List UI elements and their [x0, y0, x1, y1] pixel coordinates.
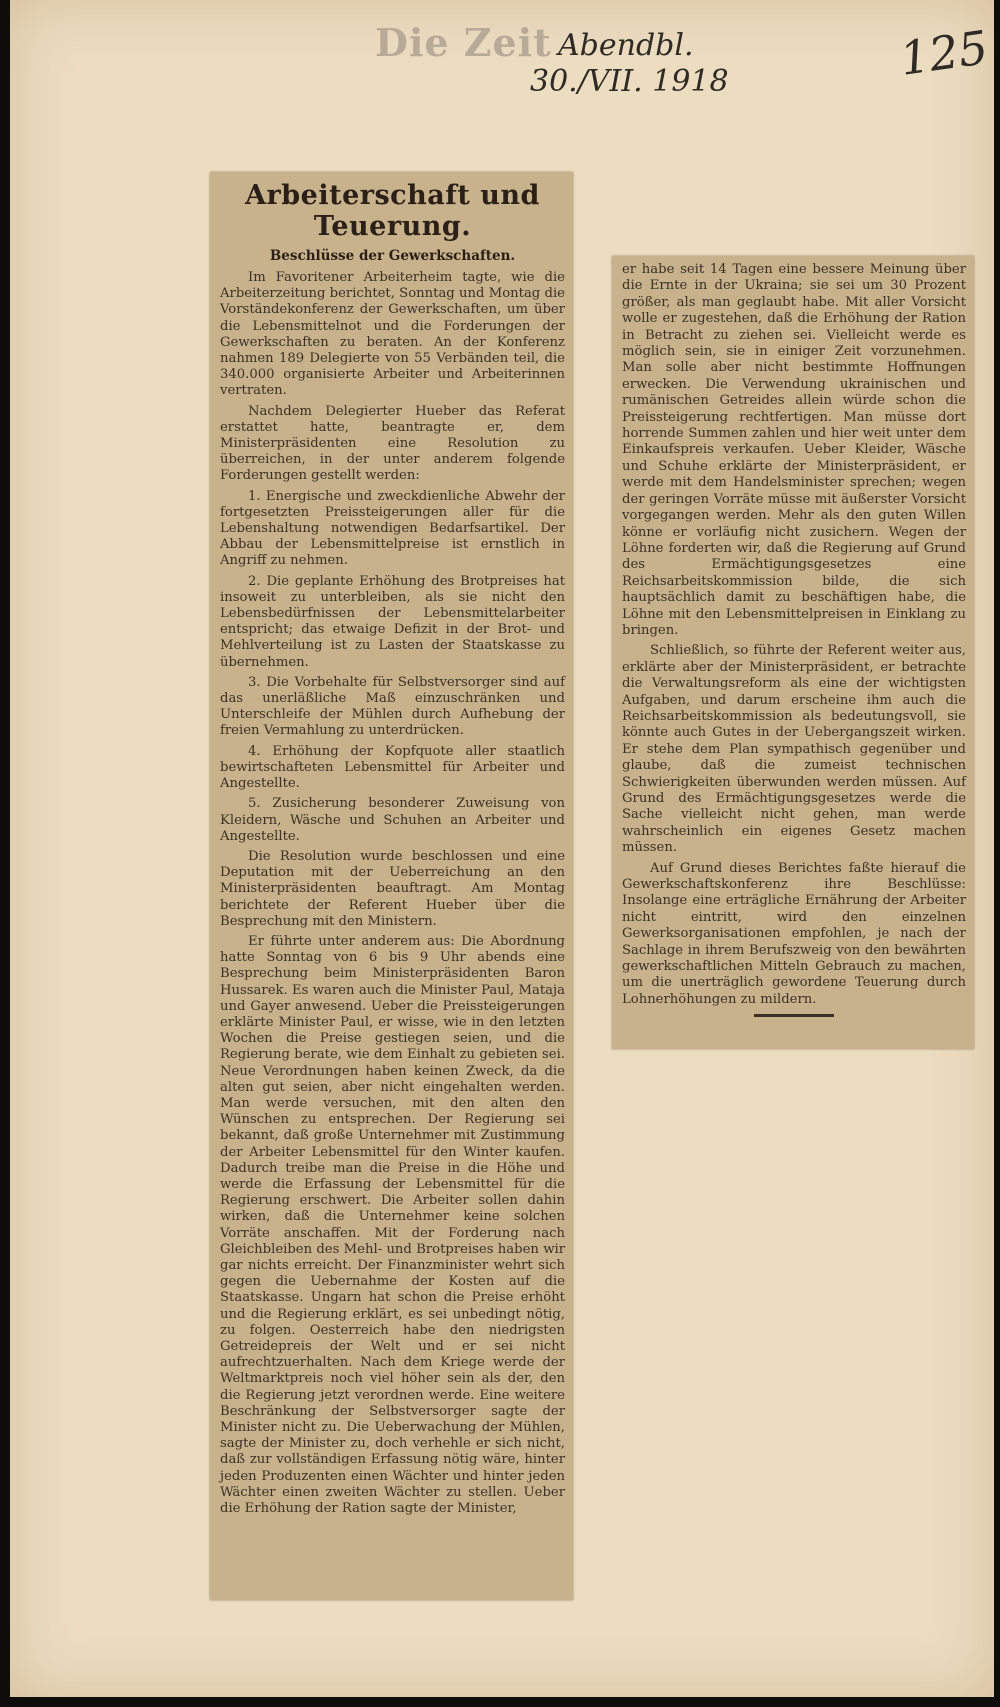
paragraph: Er führte unter anderem aus: Die Abordnung hatte Sonntag von 6 bis 9 Uhr abends eine Besprechung beim Ministerpräsidenten Baron Hussarek. Es waren auch die Minister Paul, Mataja und Gayer anwesend. Ueber die Preissteigerungen erklärte Minister Paul, er wisse, wie in den letzten Wochen die Preise gestiegen seien, und die Regierung berate, wie dem Einhalt zu gebieten sei. Neue Verordnungen haben keinen Zweck, da die alten gut seien, aber nicht eingehalten werden. Man werde versuchen, mit den alten den Wünschen zu entsprechen. Der Regierung sei bekannt, daß große Unternehmer mit Zustimmung der Arbeiter Lebensmittel für den Winter kaufen. Dadurch treibe man die Preise in die Höhe und werde die Erfassung der Lebensmittel für die Regierung erschwert. Die Arbeiter sollen dahin wirken, daß die Unternehmer keine solchen Vorräte anschaffen. Mit der Forderung nach Gleichbleiben des Mehl- und Brotpreises haben wir gar nichts erreicht. Der Finanzminister wehrt sich gegen die Uebernahme der Kosten auf die Staatskasse. Ungarn hat schon die Preise erhöht und die Regierung erklärt, es sei unbedingt nötig, zu folgen. Oesterreich habe den niedrigsten Getreidepreis der Welt und er sei nicht aufrechtzuerhalten. Nach dem Kriege werde der Weltmarktpreis noch viel höher sein als der, den die Regierung jetzt verordnen werde. Eine weitere Beschränkung der Selbstversorger sagte der Minister nicht zu. Die Ueberwachung der Mühlen, sagte der Minister zu, doch verhehle er sich nicht, daß zur vollständigen Erfassung nötig wäre, hinter jeden Produzenten einen Wächter und hinter jeden Wächter einen zweiten Wächter zu stellen. Ueber die Erhöhung der Ration sagte der Minister,	[220, 933, 565, 1517]
paragraph: Schließlich, so führte der Referent weiter aus, erklärte aber der Ministerpräsident, er betrachte die Verwaltungsreform als eine der wichtigsten Aufgaben, und darum erscheine ihm auch die Reichsarbeitskommission als bedeutungsvoll, sie könnte auch Gutes in der Uebergangszeit wirken. Er stehe dem Plan sympathisch gegenüber und glaube, daß die zumeist technischen Schwierigkeiten überwunden werden müssen. Auf Grund des Ermächtigungsgesetzes werde die Sache vielleicht nicht gehen, man werde wahrscheinlich ein eigenes Gesetz machen müssen.	[622, 643, 966, 856]
paragraph: Nachdem Delegierter Hueber das Referat erstattet hatte, beantragte er, dem Ministerpräsidenten eine Resolution zu überreichen, in der unter anderem folgende Forderungen gestellt werden:	[220, 403, 565, 484]
paragraph: er habe seit 14 Tagen eine bessere Meinung über die Ernte in der Ukraina; sie sei um 30 Prozent größer, als man geglaubt habe. Mit aller Vorsicht wolle er zugestehen, daß die Erhöhung der Ration in Betracht zu ziehen sei. Vielleicht werde es möglich sein, sie in einiger Zeit vorzunehmen. Man solle aber nicht bestimmte Hoffnungen erwecken. Die Verwendung ukrainischen und rumänischen Getreides allein würde schon die Preissteigerung rechtfertigen. Man müsse dort horrende Summen zahlen und hier weit unter dem Einkaufspreis verkaufen. Ueber Kleider, Wäsche und Schuhe erklärte der Ministerpräsident, er werde mit dem Handelsminister sprechen; wegen der geringen Vorräte müsse mit äußerster Vorsicht vorgegangen werden. Mehr als den guten Willen könne er vorläufig nicht zusichern. Wegen der Löhne forderten wir, daß die Regierung auf Grund des Ermächtigungsgesetzes eine Reichsarbeitskommission bilde, die sich hauptsächlich damit zu beschäftigen habe, die Löhne mit den Lebensmittelpreisen in Einklang zu bringen.	[622, 262, 966, 638]
handwritten-edition: Abendbl.	[558, 28, 694, 63]
clipping-right-column	[612, 256, 974, 1049]
end-rule	[754, 1014, 834, 1017]
demand-item: 5. Zusicherung besonderer Zuweisung von Kleidern, Wäsche und Schuhen an Arbeiter und Angestellte.	[220, 796, 565, 844]
article-headline: Arbeiterschaft und Teuerung.	[245, 180, 540, 242]
paragraph: Im Favoritener Arbeiterheim tagte, wie die Arbeiterzeitung berichtet, Sonntag und Montag die Vorständekonferenz der Gewerkschaften, um über die Lebensmittelnot und die Forderungen der Gewerkschaften zu beraten. An der Konferenz nahmen 189 Delegierte von 55 Verbänden teil, die 340.000 organisierte Arbeiter und Arbeiterinnen vertraten.	[220, 270, 565, 399]
newspaper-stamp: Die Zeit	[375, 20, 552, 65]
article-subhead: Beschlüsse der Gewerkschaften.	[269, 248, 516, 264]
paragraph: Die Resolution wurde beschlossen und eine Deputation mit der Ueberreichung an den Ministerpräsidenten beauftragt. Am Montag berichtete der Referent Hueber über die Besprechung mit den Ministern.	[220, 848, 565, 929]
demand-item: 1. Energische und zweckdienliche Abwehr der fortgesetzten Preissteigerungen aller für die Lebenshaltung notwendigen Bedarfsartikel. Der Abbau der Lebensmittelpreise ist ernstlich in Angriff zu nehmen.	[220, 488, 565, 569]
folio-number: 125	[896, 20, 992, 86]
demand-item: 2. Die geplante Erhöhung des Brotpreises hat insoweit zu unterbleiben, als sie nicht den Lebensbedürfnissen der Lebensmittelarbeiter entspricht; das etwaige Defizit in der Brot- und Mehlverteilung ist zu Lasten der Staatskasse zu übernehmen.	[220, 573, 565, 670]
paragraph: Auf Grund dieses Berichtes faßte hierauf die Gewerkschaftskonferenz ihre Beschlüsse: Insolange eine erträgliche Ernährung der Arbeiter nicht eintritt, wird den einzelnen Gewerksorganisationen empfohlen, je nach der Sachlage in ihrem Berufszweig von den bewährten gewerkschaftlichen Mitteln Gebrauch zu machen, um die unerträglich gewordene Teuerung durch Lohnerhöhungen zu mildern.	[622, 860, 966, 1007]
archive-sheet	[10, 0, 994, 1697]
demand-item: 4. Erhöhung der Kopfquote aller staatlich bewirtschafteten Lebensmittel für Arbeiter und Angestellte.	[220, 743, 565, 792]
demand-item: 3. Die Vorbehalte für Selbstversorger sind auf das unerläßliche Maß einzuschränken und Unterschleife der Mühlen durch Aufhebung der freien Vermahlung zu unterdrücken.	[220, 674, 565, 739]
clipping-left-column	[210, 172, 573, 1600]
handwritten-date: 30./VII. 1918	[530, 64, 729, 99]
